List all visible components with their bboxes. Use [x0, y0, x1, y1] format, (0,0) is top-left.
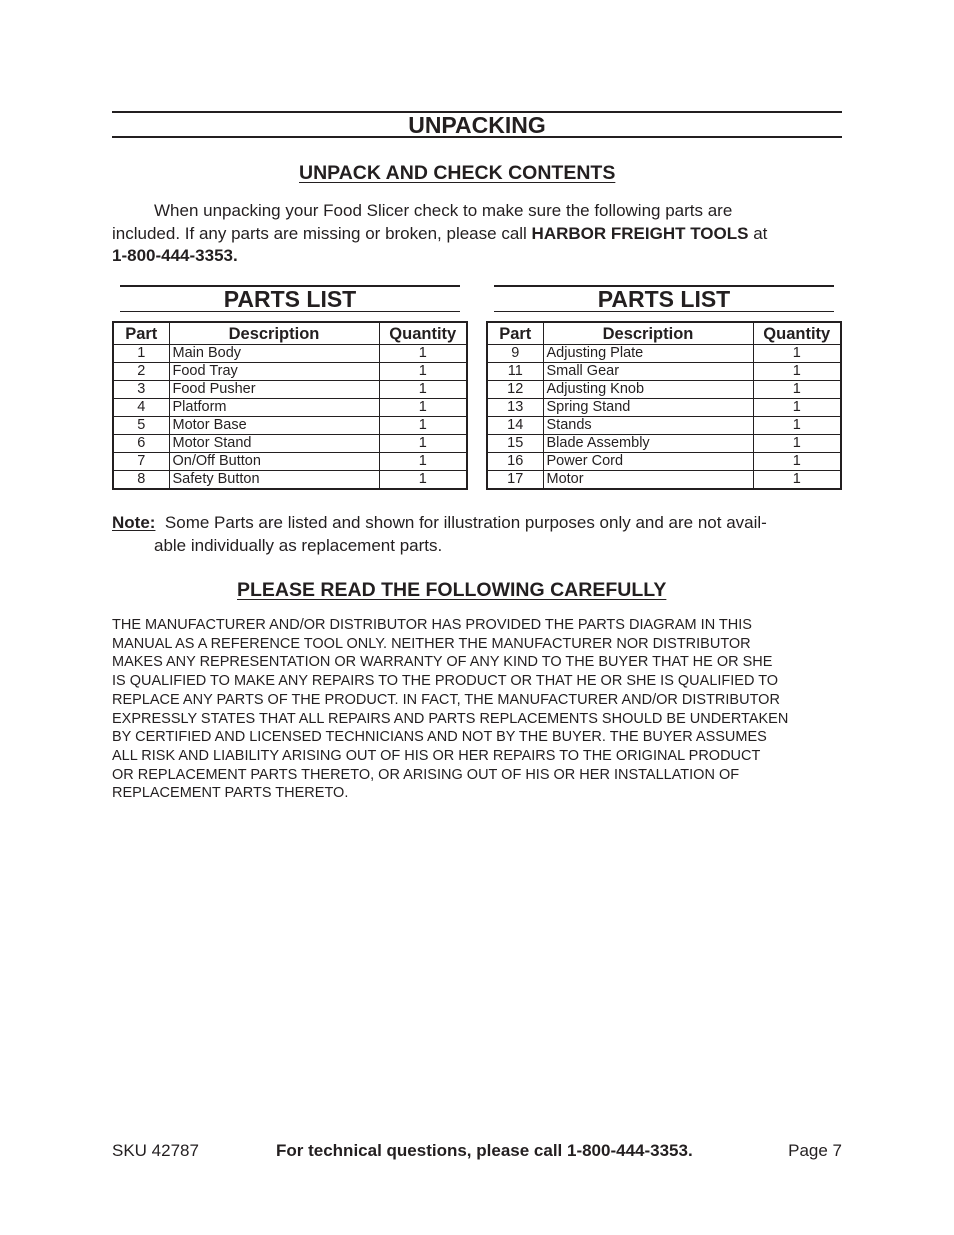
- cell-description: Food Pusher: [169, 381, 379, 399]
- intro-text-3: at: [748, 223, 768, 243]
- cell-description: Adjusting Knob: [543, 381, 753, 399]
- intro-phone: 1-800-444-3353.: [112, 246, 238, 265]
- table-header-row: [113, 322, 467, 345]
- cell-quantity: 1: [379, 453, 467, 471]
- table-row: [113, 453, 467, 471]
- cell-description: Stands: [543, 417, 753, 435]
- cell-part: 16: [487, 453, 543, 471]
- table-header-row: [487, 322, 841, 345]
- title-rule-bottom: [112, 136, 842, 138]
- warning-text: [112, 616, 846, 803]
- warning-line: EXPRESSLY STATES THAT ALL REPAIRS AND PARTS REPLACEMENTS SHOULD BE UNDERTAKEN: [112, 710, 789, 727]
- table-row: [113, 399, 467, 417]
- table-row: [113, 381, 467, 399]
- column-header-description: Description: [543, 322, 753, 345]
- cell-part: 13: [487, 399, 543, 417]
- note-label: Note:: [112, 513, 156, 532]
- cell-description: Spring Stand: [543, 399, 753, 417]
- cell-quantity: 1: [379, 471, 467, 490]
- column-header-description: Description: [169, 322, 379, 345]
- cell-quantity: 1: [753, 471, 841, 490]
- column-header-quantity: Quantity: [753, 322, 841, 345]
- cell-quantity: 1: [379, 417, 467, 435]
- column-header-part: Part: [113, 322, 169, 345]
- cell-description: Blade Assembly: [543, 435, 753, 453]
- warning-line: REPLACE ANY PARTS OF THE PRODUCT. IN FACT, THE MANUFACTURER AND/OR DISTRIBUTOR: [112, 691, 780, 708]
- cell-quantity: 1: [753, 435, 841, 453]
- cell-part: 3: [113, 381, 169, 399]
- cell-description: Motor Base: [169, 417, 379, 435]
- warning-line: MAKES ANY REPRESENTATION OR WARRANTY OF ANY KIND TO THE BUYER THAT HE OR SHE: [112, 654, 773, 671]
- table-row: [487, 453, 841, 471]
- section-heading-unpack: UNPACK AND CHECK CONTENTS: [299, 162, 616, 184]
- parts-list-left-rule-bottom: [120, 311, 460, 312]
- intro-paragraph: [112, 200, 846, 268]
- parts-table-right: [486, 321, 842, 490]
- warning-line: ALL RISK AND LIABILITY ARISING OUT OF HIS OR HER REPAIRS TO THE ORIGINAL PRODUCT: [112, 747, 761, 764]
- footer-page-number: Page 7: [788, 1141, 842, 1160]
- cell-quantity: 1: [379, 345, 467, 363]
- cell-part: 2: [113, 363, 169, 381]
- footer-contact: For technical questions, please call 1-800-444-3353.: [276, 1141, 693, 1160]
- column-header-part: Part: [487, 322, 543, 345]
- cell-part: 5: [113, 417, 169, 435]
- cell-description: Food Tray: [169, 363, 379, 381]
- cell-quantity: 1: [379, 399, 467, 417]
- warning-line: OR REPLACEMENT PARTS THERETO, OR ARISING OUT OF HIS OR HER INSTALLATION OF: [112, 766, 740, 783]
- table-row: [113, 417, 467, 435]
- warning-line: REPLACEMENT PARTS THERETO.: [112, 785, 349, 802]
- cell-description: Main Body: [169, 345, 379, 363]
- parts-list-right-rule-bottom: [494, 311, 834, 312]
- note-text-2: able individually as replacement parts.: [154, 535, 443, 555]
- table-row: [113, 435, 467, 453]
- table-row: [487, 417, 841, 435]
- cell-part: 11: [487, 363, 543, 381]
- table-row: [487, 435, 841, 453]
- cell-description: Motor Stand: [169, 435, 379, 453]
- table-row: [487, 471, 841, 490]
- cell-part: 17: [487, 471, 543, 490]
- cell-quantity: 1: [753, 363, 841, 381]
- cell-part: 15: [487, 435, 543, 453]
- column-header-quantity: Quantity: [379, 322, 467, 345]
- cell-quantity: 1: [753, 381, 841, 399]
- note-text-1: Some Parts are listed and shown for illustration purposes only and are not avail-: [155, 513, 767, 532]
- cell-description: Adjusting Plate: [543, 345, 753, 363]
- cell-part: 7: [113, 453, 169, 471]
- cell-quantity: 1: [379, 363, 467, 381]
- cell-description: Safety Button: [169, 471, 379, 490]
- cell-quantity: 1: [753, 417, 841, 435]
- cell-part: 12: [487, 381, 543, 399]
- cell-part: 9: [487, 345, 543, 363]
- parts-table-left: [112, 321, 468, 490]
- intro-text-1: When unpacking your Food Slicer check to make sure the following parts are: [154, 201, 733, 220]
- cell-quantity: 1: [379, 435, 467, 453]
- table-row: [113, 345, 467, 363]
- warning-line: MANUAL AS A REFERENCE TOOL ONLY. NEITHER THE MANUFACTURER NOR DISTRIBUTOR: [112, 635, 751, 652]
- cell-quantity: 1: [379, 381, 467, 399]
- cell-part: 14: [487, 417, 543, 435]
- table-row: [487, 399, 841, 417]
- cell-description: Power Cord: [543, 453, 753, 471]
- intro-company: HARBOR FREIGHT TOOLS: [531, 223, 749, 243]
- footer-sku: SKU 42787: [112, 1141, 199, 1160]
- warning-line: IS QUALIFIED TO MAKE ANY REPAIRS TO THE PRODUCT OR THAT HE OR SHE IS QUALIFIED TO: [112, 673, 779, 690]
- cell-description: Platform: [169, 399, 379, 417]
- cell-part: 4: [113, 399, 169, 417]
- cell-description: On/Off Button: [169, 453, 379, 471]
- table-row: [487, 345, 841, 363]
- table-row: [113, 471, 467, 490]
- cell-part: 8: [113, 471, 169, 490]
- table-row: [487, 381, 841, 399]
- cell-description: Small Gear: [543, 363, 753, 381]
- cell-part: 1: [113, 345, 169, 363]
- table-row: [113, 363, 467, 381]
- warning-line: BY CERTIFIED AND LICENSED TECHNICIANS AND NOT BY THE BUYER. THE BUYER ASSUMES: [112, 729, 767, 746]
- parts-list-title-right: PARTS LIST: [597, 286, 731, 312]
- section-heading-warning: PLEASE READ THE FOLLOWING CAREFULLY: [237, 579, 667, 601]
- note-paragraph: [112, 512, 842, 557]
- cell-quantity: 1: [753, 453, 841, 471]
- cell-description: Motor: [543, 471, 753, 490]
- cell-quantity: 1: [753, 399, 841, 417]
- page-title: UNPACKING: [408, 112, 546, 138]
- parts-list-title-left: PARTS LIST: [223, 286, 357, 312]
- cell-part: 6: [113, 435, 169, 453]
- intro-text-2: included. If any parts are missing or broken, please call: [112, 223, 532, 243]
- cell-quantity: 1: [753, 345, 841, 363]
- warning-line: THE MANUFACTURER AND/OR DISTRIBUTOR HAS PROVIDED THE PARTS DIAGRAM IN THIS: [112, 617, 752, 633]
- table-row: [487, 363, 841, 381]
